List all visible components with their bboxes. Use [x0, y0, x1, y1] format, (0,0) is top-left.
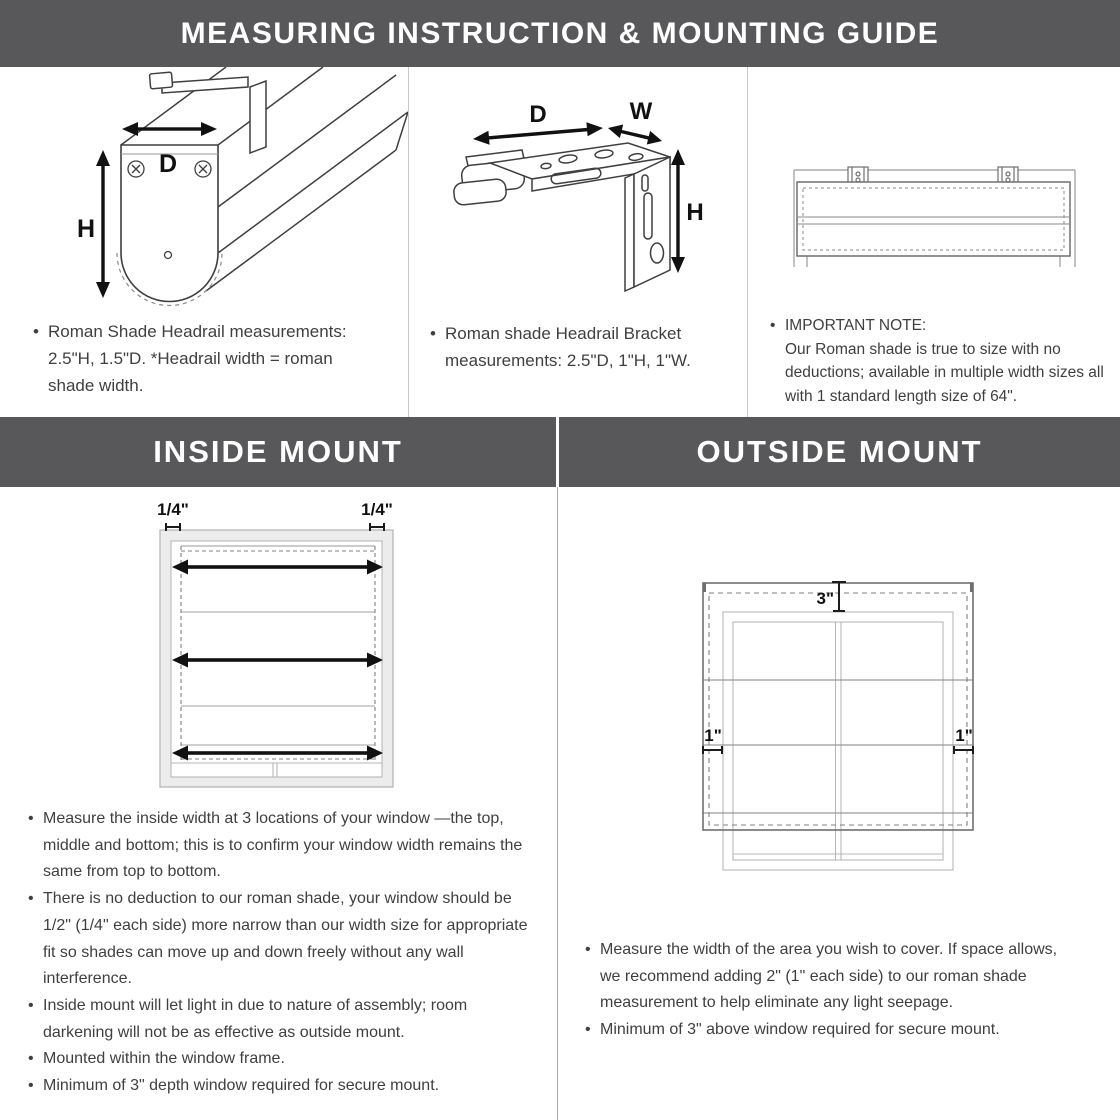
height-label: H [686, 199, 704, 226]
top-gap-tick-icon [832, 582, 846, 611]
outside-mount-bullets [585, 937, 1065, 1044]
inside-mount-bullets [28, 806, 533, 1100]
top-gap-label: 3" [816, 589, 834, 608]
important-note-body: Our Roman shade is true to size with no deductions; available in multiple width sizes all with 1 standard length size of 64". [785, 340, 1104, 405]
list-item: • Inside mount will let light in due to nature of assembly; room darkening will not be as effective as outside mount. [28, 993, 533, 1046]
shade-outline [703, 583, 973, 830]
shade-dashed-outline [709, 593, 967, 825]
important-note [770, 314, 1110, 408]
inside-mount-header [0, 417, 556, 487]
page-title: MEASURING INSTRUCTION & MOUNTING GUIDE [180, 16, 940, 50]
left-gap-label: 1" [704, 726, 722, 745]
list-item: • There is no deduction to our roman shade, your window should be 1/2" (1/4" each side) more narrow than our width size for appropriate fit so shades can move up and down freely without any wall interference. [28, 886, 533, 993]
mounted-shade-diagram [750, 160, 1120, 275]
right-gap-label: 1" [955, 726, 973, 745]
height-arrow [671, 149, 685, 273]
window-frame [723, 612, 953, 870]
headrail-diagram [0, 67, 408, 330]
inside-mount-diagram [140, 494, 410, 794]
side-gap-tick-icon [703, 746, 973, 754]
list-item: • Minimum of 3" depth window required for secure mount. [28, 1073, 533, 1100]
headrail-bullet: • Roman Shade Headrail measurements: 2.5"H, 1.5"D. *Headrail width = roman shade width. [33, 318, 363, 399]
mount-section-header [0, 417, 1120, 487]
outside-mount-title: OUTSIDE MOUNT [696, 434, 983, 469]
list-item: • Mounted within the window frame. [28, 1046, 533, 1073]
list-item: • Minimum of 3" above window required for secure mount. [585, 1017, 1065, 1044]
width-arrow [608, 125, 662, 145]
right-gap-label: 1/4" [361, 500, 393, 519]
section-divider [557, 487, 558, 1120]
list-item: • Measure the inside width at 3 locations of your window —the top, middle and bottom; this is to confirm your window width remains the same from top to bottom. [28, 806, 533, 886]
depth-label: D [529, 101, 547, 128]
depth-label: D [158, 150, 178, 178]
bracket-note [430, 320, 730, 374]
depth-arrow [122, 122, 217, 136]
shade-outline [797, 182, 1070, 256]
height-label: H [76, 215, 96, 243]
headrail-note [33, 318, 363, 399]
width-label: W [629, 98, 653, 125]
main-header [0, 0, 1120, 67]
important-note-title: • IMPORTANT NOTE: [770, 314, 1110, 338]
outside-mount-header [559, 417, 1120, 487]
panel-divider [747, 67, 748, 417]
outside-mount-diagram [690, 578, 990, 874]
list-item: • Measure the width of the area you wish to cover. If space allows, we recommend adding 2" (1" each side) to our roman shade measurement to help eliminate any light seepage. [585, 937, 1065, 1017]
bracket-diagram [408, 67, 747, 330]
left-gap-label: 1/4" [157, 500, 189, 519]
inside-mount-title: INSIDE MOUNT [153, 434, 403, 469]
bracket-bullet: • Roman shade Headrail Bracket measurements: 2.5"D, 1"H, 1"W. [430, 320, 730, 374]
height-arrow [96, 150, 110, 298]
